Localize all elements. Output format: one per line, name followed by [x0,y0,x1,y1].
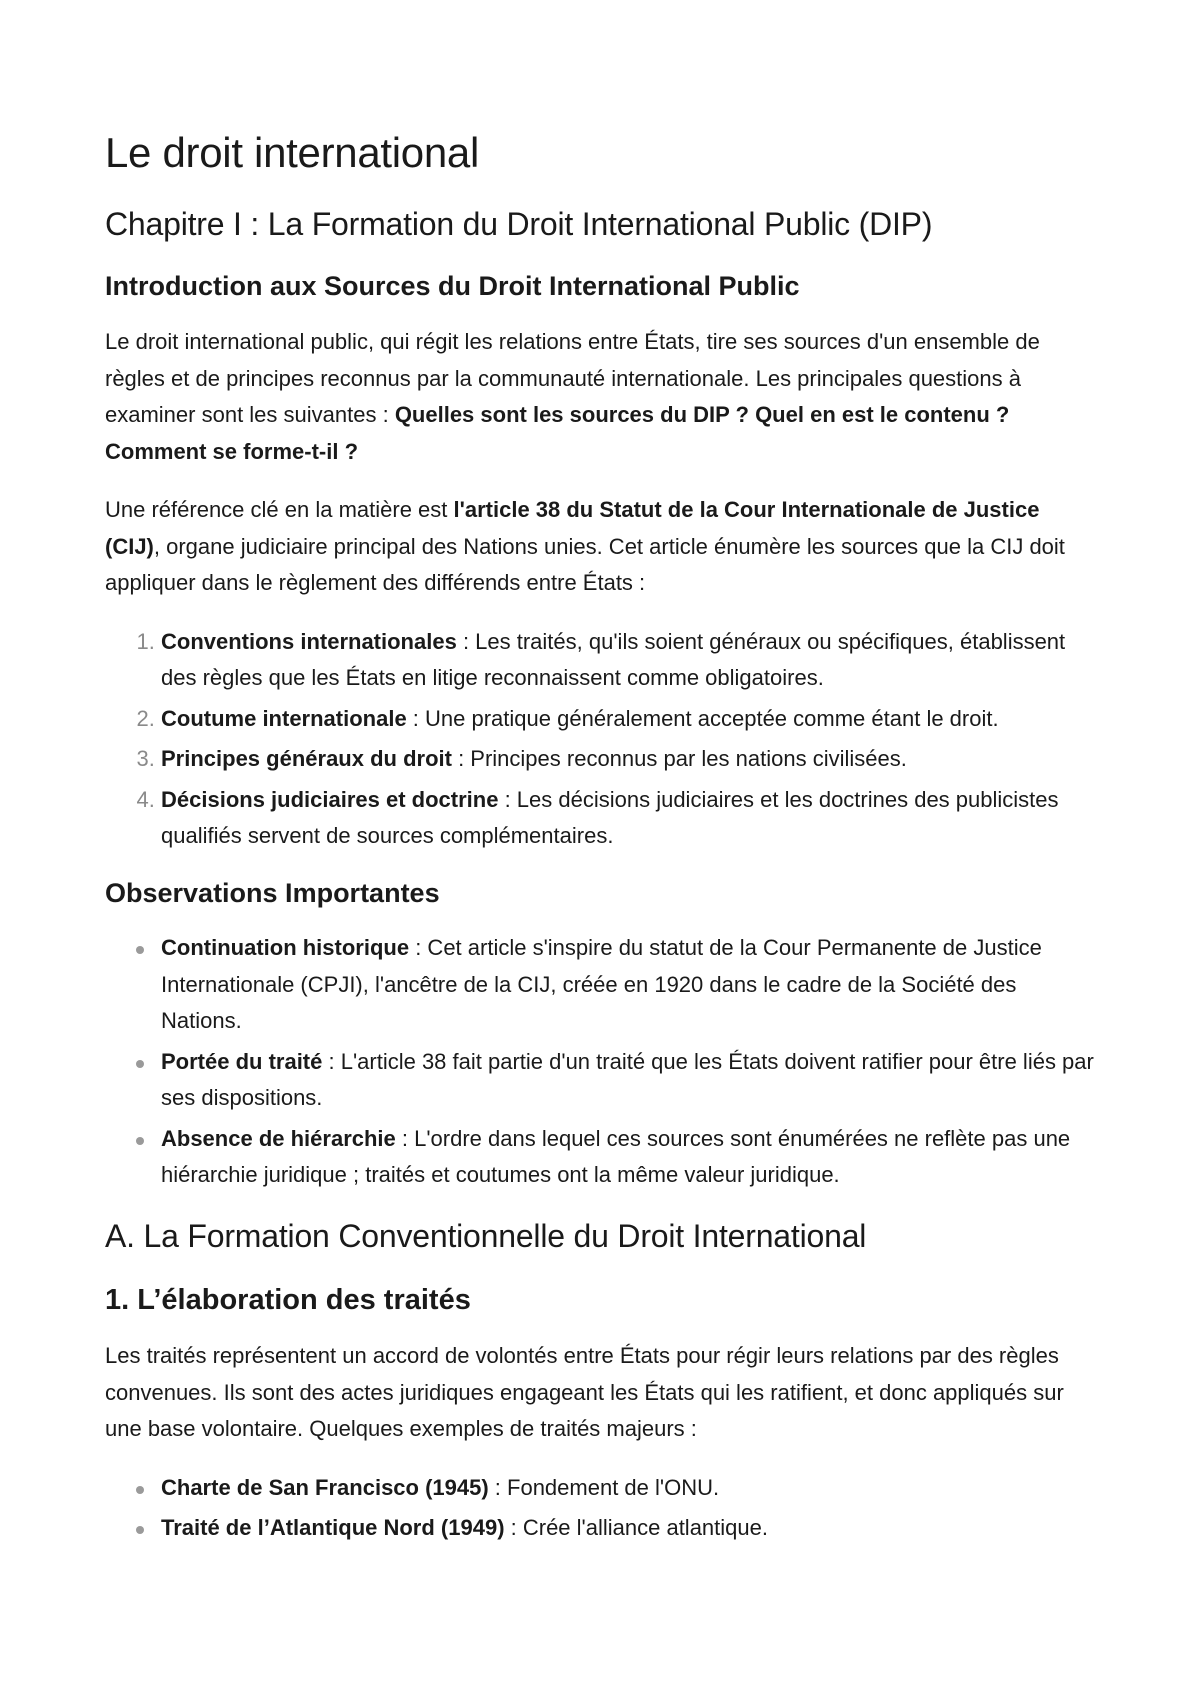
list-item-term: Coutume internationale [161,705,407,731]
list-item-desc: : Cet article s'inspire du statut de la Cour Permanente de Justice Internationale (CPJI), l'ancêtre de la CIJ, créée en 1920 dans le cadre de la Société des Nations. [161,935,1042,1034]
list-item [161,1470,1100,1507]
intro-paragraph-1 [105,324,1100,470]
section-a-subheading: 1. L’élaboration des traités [105,1283,471,1316]
chapter-title: Chapitre I : La Formation du Droit International Public (DIP) [105,206,933,243]
list-item-desc: : L'article 38 fait partie d'un traité que les États doivent ratifier pour être liés par ses dispositions. [161,1048,1094,1111]
list-item-desc: : Une pratique généralement acceptée comme étant le droit. [406,705,999,731]
section-a-paragraph: Les traités représentent un accord de volontés entre États pour régir leurs relations par des règles convenues. Ils sont des actes juridiques engageant les États qui les ratifient, et donc appliqués sur une base volontaire. Quelques exemples de traités majeurs : [105,1343,1064,1442]
treaty-examples-list [105,1470,1100,1547]
list-item-term: Décisions judiciaires et doctrine [161,786,499,812]
intro-heading: Introduction aux Sources du Droit International Public [105,271,800,302]
sources-list [105,624,1100,855]
section-a-heading: A. La Formation Conventionnelle du Droit International [105,1217,867,1254]
list-item-desc: : L'ordre dans lequel ces sources sont énumérées ne reflète pas une hiérarchie juridique ; traités et coutumes ont la même valeur juridique. [161,1125,1071,1188]
list-item [161,930,1100,1040]
intro-p2-text-a: Une référence clé en la matière est [105,497,454,523]
list-item-desc: : Les décisions judiciaires et les doctrines des publicistes qualifiés servent de sources complémentaires. [161,786,1059,849]
intro-p2-text-b: , organe judiciaire principal des Nations unies. Cet article énumère les sources que la CIJ doit appliquer dans le règlement des différends entre États : [105,533,1065,596]
list-item [161,782,1100,855]
intro-p1-text: Le droit international public, qui régit les relations entre États, tire ses sources d'un ensemble de règles et de principes reconnus par la communauté internationale. Les principales questions à examiner sont les suivantes : [105,329,1040,428]
list-item-term: Absence de hiérarchie [161,1125,396,1151]
list-item-desc: : Crée l'alliance atlantique. [504,1515,768,1541]
list-item-term: Traité de l’Atlantique Nord (1949) [161,1515,505,1541]
list-item-desc: : Principes reconnus par les nations civilisées. [451,746,907,772]
list-item [161,1510,1100,1547]
list-item [161,701,1100,738]
list-item [161,624,1100,697]
list-item-desc: : Les traités, qu'ils soient généraux ou spécifiques, établissent des règles que les États en litige reconnaissent comme obligatoires. [161,628,1066,691]
list-item-desc: : Fondement de l'ONU. [488,1474,720,1500]
intro-p1-questions: Quelles sont les sources du DIP ? Quel en est le contenu ? Comment se forme-t-il ? [105,402,1010,464]
intro-paragraph-2 [105,492,1100,602]
list-item-term: Portée du traité [161,1048,323,1074]
intro-p2-article-ref: l'article 38 du Statut de la Cour Internationale de Justice (CIJ) [105,497,1040,559]
list-item-term: Charte de San Francisco (1945) [161,1474,489,1500]
list-item [161,1044,1100,1117]
list-item-term: Principes généraux du droit [161,746,452,772]
list-item-term: Continuation historique [161,935,410,961]
list-item [161,741,1100,778]
list-item [161,1121,1100,1194]
page-title: Le droit international [105,129,479,176]
observations-list [105,930,1100,1194]
observations-heading: Observations Importantes [105,877,440,908]
list-item-term: Conventions internationales [161,628,457,654]
